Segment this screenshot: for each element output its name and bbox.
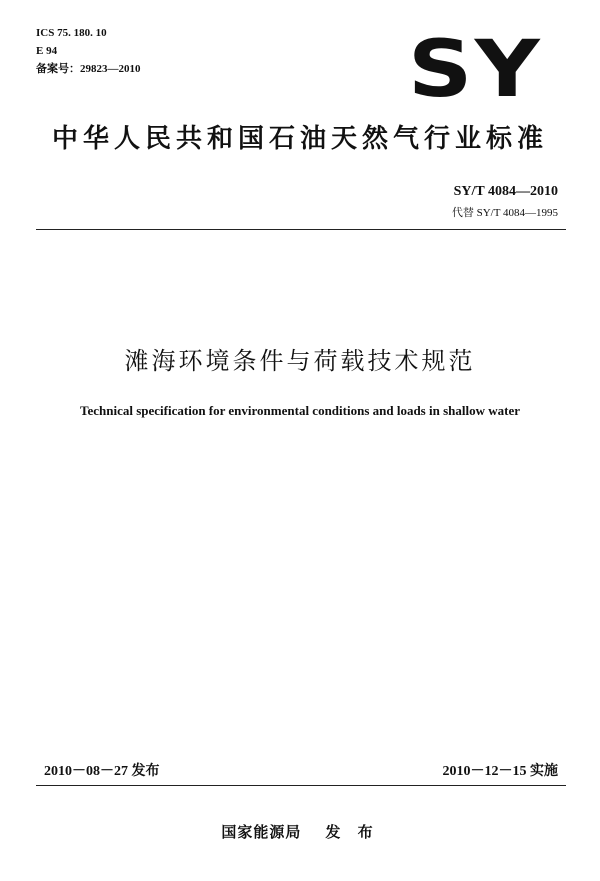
- standard-number: SY/T 4084—2010: [453, 184, 558, 199]
- publisher-name: 国家能源局: [221, 823, 302, 841]
- record-number: 备案号：29823—2010: [36, 63, 141, 75]
- publish-label: 发 布: [325, 823, 379, 841]
- publisher-line: [0, 821, 600, 842]
- implementation-date: 2010－12－15 实施: [442, 764, 558, 779]
- top-divider: [36, 229, 566, 230]
- classification-code: E 94: [36, 45, 58, 57]
- sy-logo: SY: [407, 25, 543, 115]
- industry-standard-title: 中华人民共和国石油天然气行业标准: [51, 124, 548, 154]
- document-title-chinese: 滩海环境条件与荷载技术规范: [124, 347, 476, 375]
- document-title-english: Technical specification for environmental conditions and loads in shallow water: [80, 403, 520, 418]
- issue-date: 2010－08－27 发布: [44, 764, 160, 779]
- bottom-divider: [36, 785, 566, 786]
- replaces-standard: 代替 SY/T 4084—1995: [451, 207, 558, 219]
- ics-code: ICS 75. 180. 10: [36, 27, 107, 39]
